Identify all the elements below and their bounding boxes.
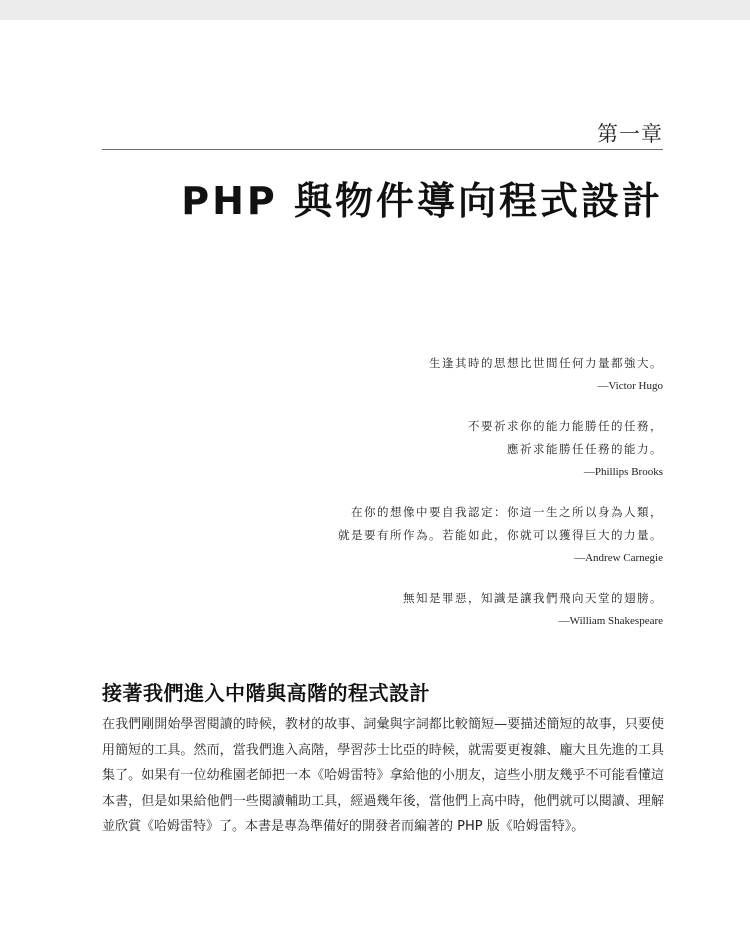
- chapter-label: 第一章: [597, 122, 663, 146]
- chapter-title: PHP 與物件導向程式設計: [181, 179, 663, 223]
- quote-line: 生逢其時的思想比世間任何力量都強大。: [429, 356, 663, 370]
- quote-line: 無知是罪惡，知識是讓我們飛向天堂的翅膀。: [403, 591, 663, 605]
- epigraph-quotes: [163, 352, 663, 632]
- quote-line: 不要祈求你的能力能勝任的任務，: [468, 419, 663, 433]
- quote-author: —Phillips Brooks: [583, 466, 663, 478]
- body-paragraph: 在我們剛開始學習閱讀的時候，教材的故事、詞彙與字詞都比較簡短—要描述簡短的故事，只要使用簡短的工具。然而，當我們進入高階，學習莎士比亞的時候，就需要更複雜、龐大且先進的工具集了。如果有一位幼稚園老師把一本《哈姆雷特》拿給他的小朋友，這些小朋友幾乎不可能看懂這本書，但是如果給他們一些閱讀輔助工具，經過幾年後，當他們上高中時，他們就可以閱讀、理解並欣賞《哈姆雷特》了。本書是專為準備好的開發者而編著的 PHP 版《哈姆雷特》。: [102, 717, 664, 834]
- quote-carnegie: [163, 501, 663, 569]
- quote-line: 應祈求能勝任任務的能力。: [507, 442, 663, 456]
- quote-line: 在你的想像中要自我認定：你這一生之所以身為人類，: [351, 505, 663, 519]
- chapter-divider: [102, 149, 663, 150]
- quote-author: —Andrew Carnegie: [574, 552, 663, 564]
- quote-author: —Victor Hugo: [597, 380, 663, 392]
- quote-line: 就是要有所作為。若能如此，你就可以獲得巨大的力量。: [338, 528, 663, 542]
- quote-hugo: [163, 352, 663, 397]
- top-band: [0, 0, 750, 20]
- quote-author: —William Shakespeare: [558, 615, 663, 627]
- quote-shakespeare: [163, 587, 663, 632]
- section-heading: 接著我們進入中階與高階的程式設計: [102, 681, 430, 705]
- quote-brooks: [163, 415, 663, 483]
